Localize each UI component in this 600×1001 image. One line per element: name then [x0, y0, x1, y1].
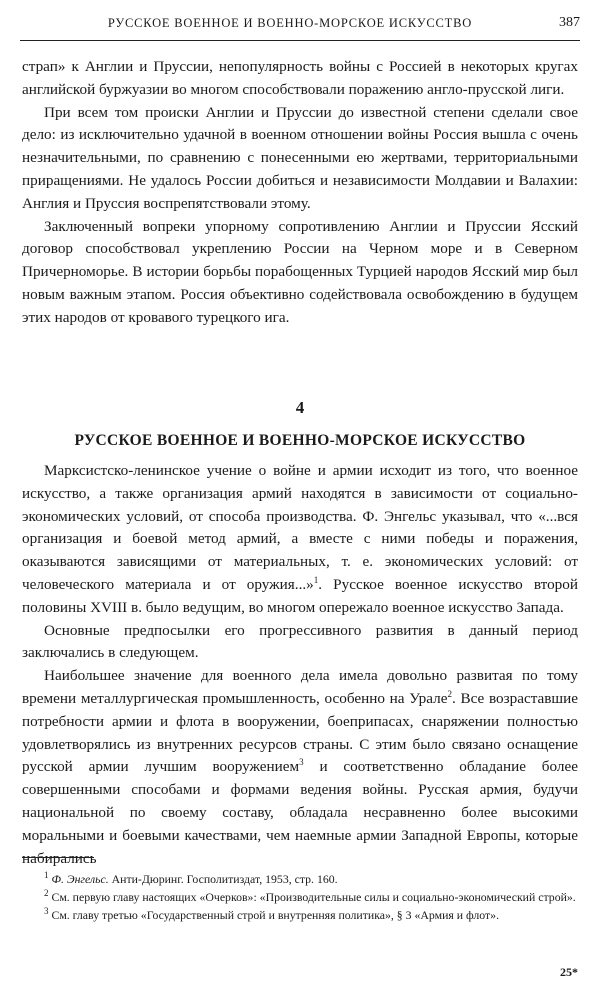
footnote-divider — [22, 857, 94, 858]
footnote-text: См. первую главу настоящих «Очерков»: «Производительные силы и социально-экономический строй». — [48, 890, 576, 904]
paragraph — [22, 665, 578, 870]
footnote-mark: 1 — [44, 870, 49, 881]
footnote-mark: 3 — [44, 906, 49, 917]
footnote-text: Анти-Дюринг. Госполитиздат, 1953, стр. 160. — [108, 872, 338, 886]
paragraph-text: Наибольшее значение для военного дела имела довольно развитая по тому времени металлургическая промышленность, особенно на Урале — [22, 667, 578, 707]
footnote — [22, 870, 578, 888]
paragraph: Заключенный вопреки упорному сопротивлению Англии и Пруссии Ясский договор способствовал укреплению России на Черном море и в Северном Причерноморье. В истории борьбы порабощенных Турцией народов Ясский мир был новым важным этапом. Россия объективно содействовала освобождению в будущем этих народов от кровавого турецкого ига. — [22, 217, 578, 326]
footnote — [22, 906, 578, 924]
paragraph-text: и соответственно обладание более совершенными способами и формами ведения войны. Русская армия, будучи национальной по своему составу, обладала несравненно более высокими моральными и боевыми качествами, чем наемные армии Западной Европы, которые набирались — [22, 758, 578, 867]
footnote-ref[interactable]: 3 — [299, 757, 304, 768]
paragraph: страп» к Англии и Пруссии, непопулярность войны с Россией в некоторых кругах английской буржуазии во многом способствовали поражению англо-прусской лиги. — [22, 58, 578, 98]
running-head — [20, 14, 580, 41]
text-block-section — [22, 460, 578, 870]
paragraph-text: Марксистско-ленинское учение о войне и армии исходит из того, что военное искусство, а также организация армий находятся в зависимости от социально-экономических условий, от способа производства. Ф. Энгельс указывал, что «...вся организация и боевой метод армий, а вместе с ними победы и поражения, оказываются зависящими от материальных, т. е. экономических условий: от человеческого материала и от оружия...» — [22, 462, 578, 593]
paragraph: При всем том происки Англии и Пруссии до известной степени сделали свое дело: из исключительно удачной в военном отношении войны Россия вышла с очень незначительными, по сравнению с понесенными ею жертвами, территориальными приращениями. Не удалось России добиться и независимости Молдавии и Валахии: Англия и Пруссия воспрепятствовали этому. — [22, 103, 578, 212]
footnote-ref[interactable]: 1 — [313, 574, 319, 585]
page-number: 387 — [559, 15, 580, 30]
paragraph: Основные предпосылки его прогрессивного развития в данный период заключались в следующем. — [22, 621, 578, 662]
footnotes — [22, 870, 578, 924]
section-number: 4 — [295, 398, 305, 417]
paragraph-text: . Все возраставшие потребности армии и флота в вооружении, боеприпасах, снаряжении полностью удовлетворялись из внутренних ресурсов страны. С этим было связано оснащение русской армии лучшим вооружением — [22, 689, 578, 776]
section-title: РУССКОЕ ВОЕННОЕ И ВОЕННО-МОРСКОЕ ИСКУССТВО — [74, 432, 526, 449]
running-title: РУССКОЕ ВОЕННОЕ И ВОЕННО-МОРСКОЕ ИСКУССТВО — [107, 16, 473, 30]
footnote — [22, 888, 578, 906]
footnote-text: См. главу третью «Государственный строй и внутренняя политика», § 3 «Армия и флот». — [48, 908, 500, 922]
paragraph-text: . Русское военное искусство второй половины XVIII в. было ведущим, во многом опережало военное искусство Запада. — [22, 575, 578, 616]
footnote-mark: 2 — [44, 888, 49, 899]
paragraph — [22, 460, 578, 620]
printer-signature: 25* — [560, 965, 578, 979]
footnote-author: Ф. Энгельс. — [51, 872, 109, 886]
text-block-before-section — [22, 56, 578, 330]
footnote-ref[interactable]: 2 — [447, 688, 452, 699]
